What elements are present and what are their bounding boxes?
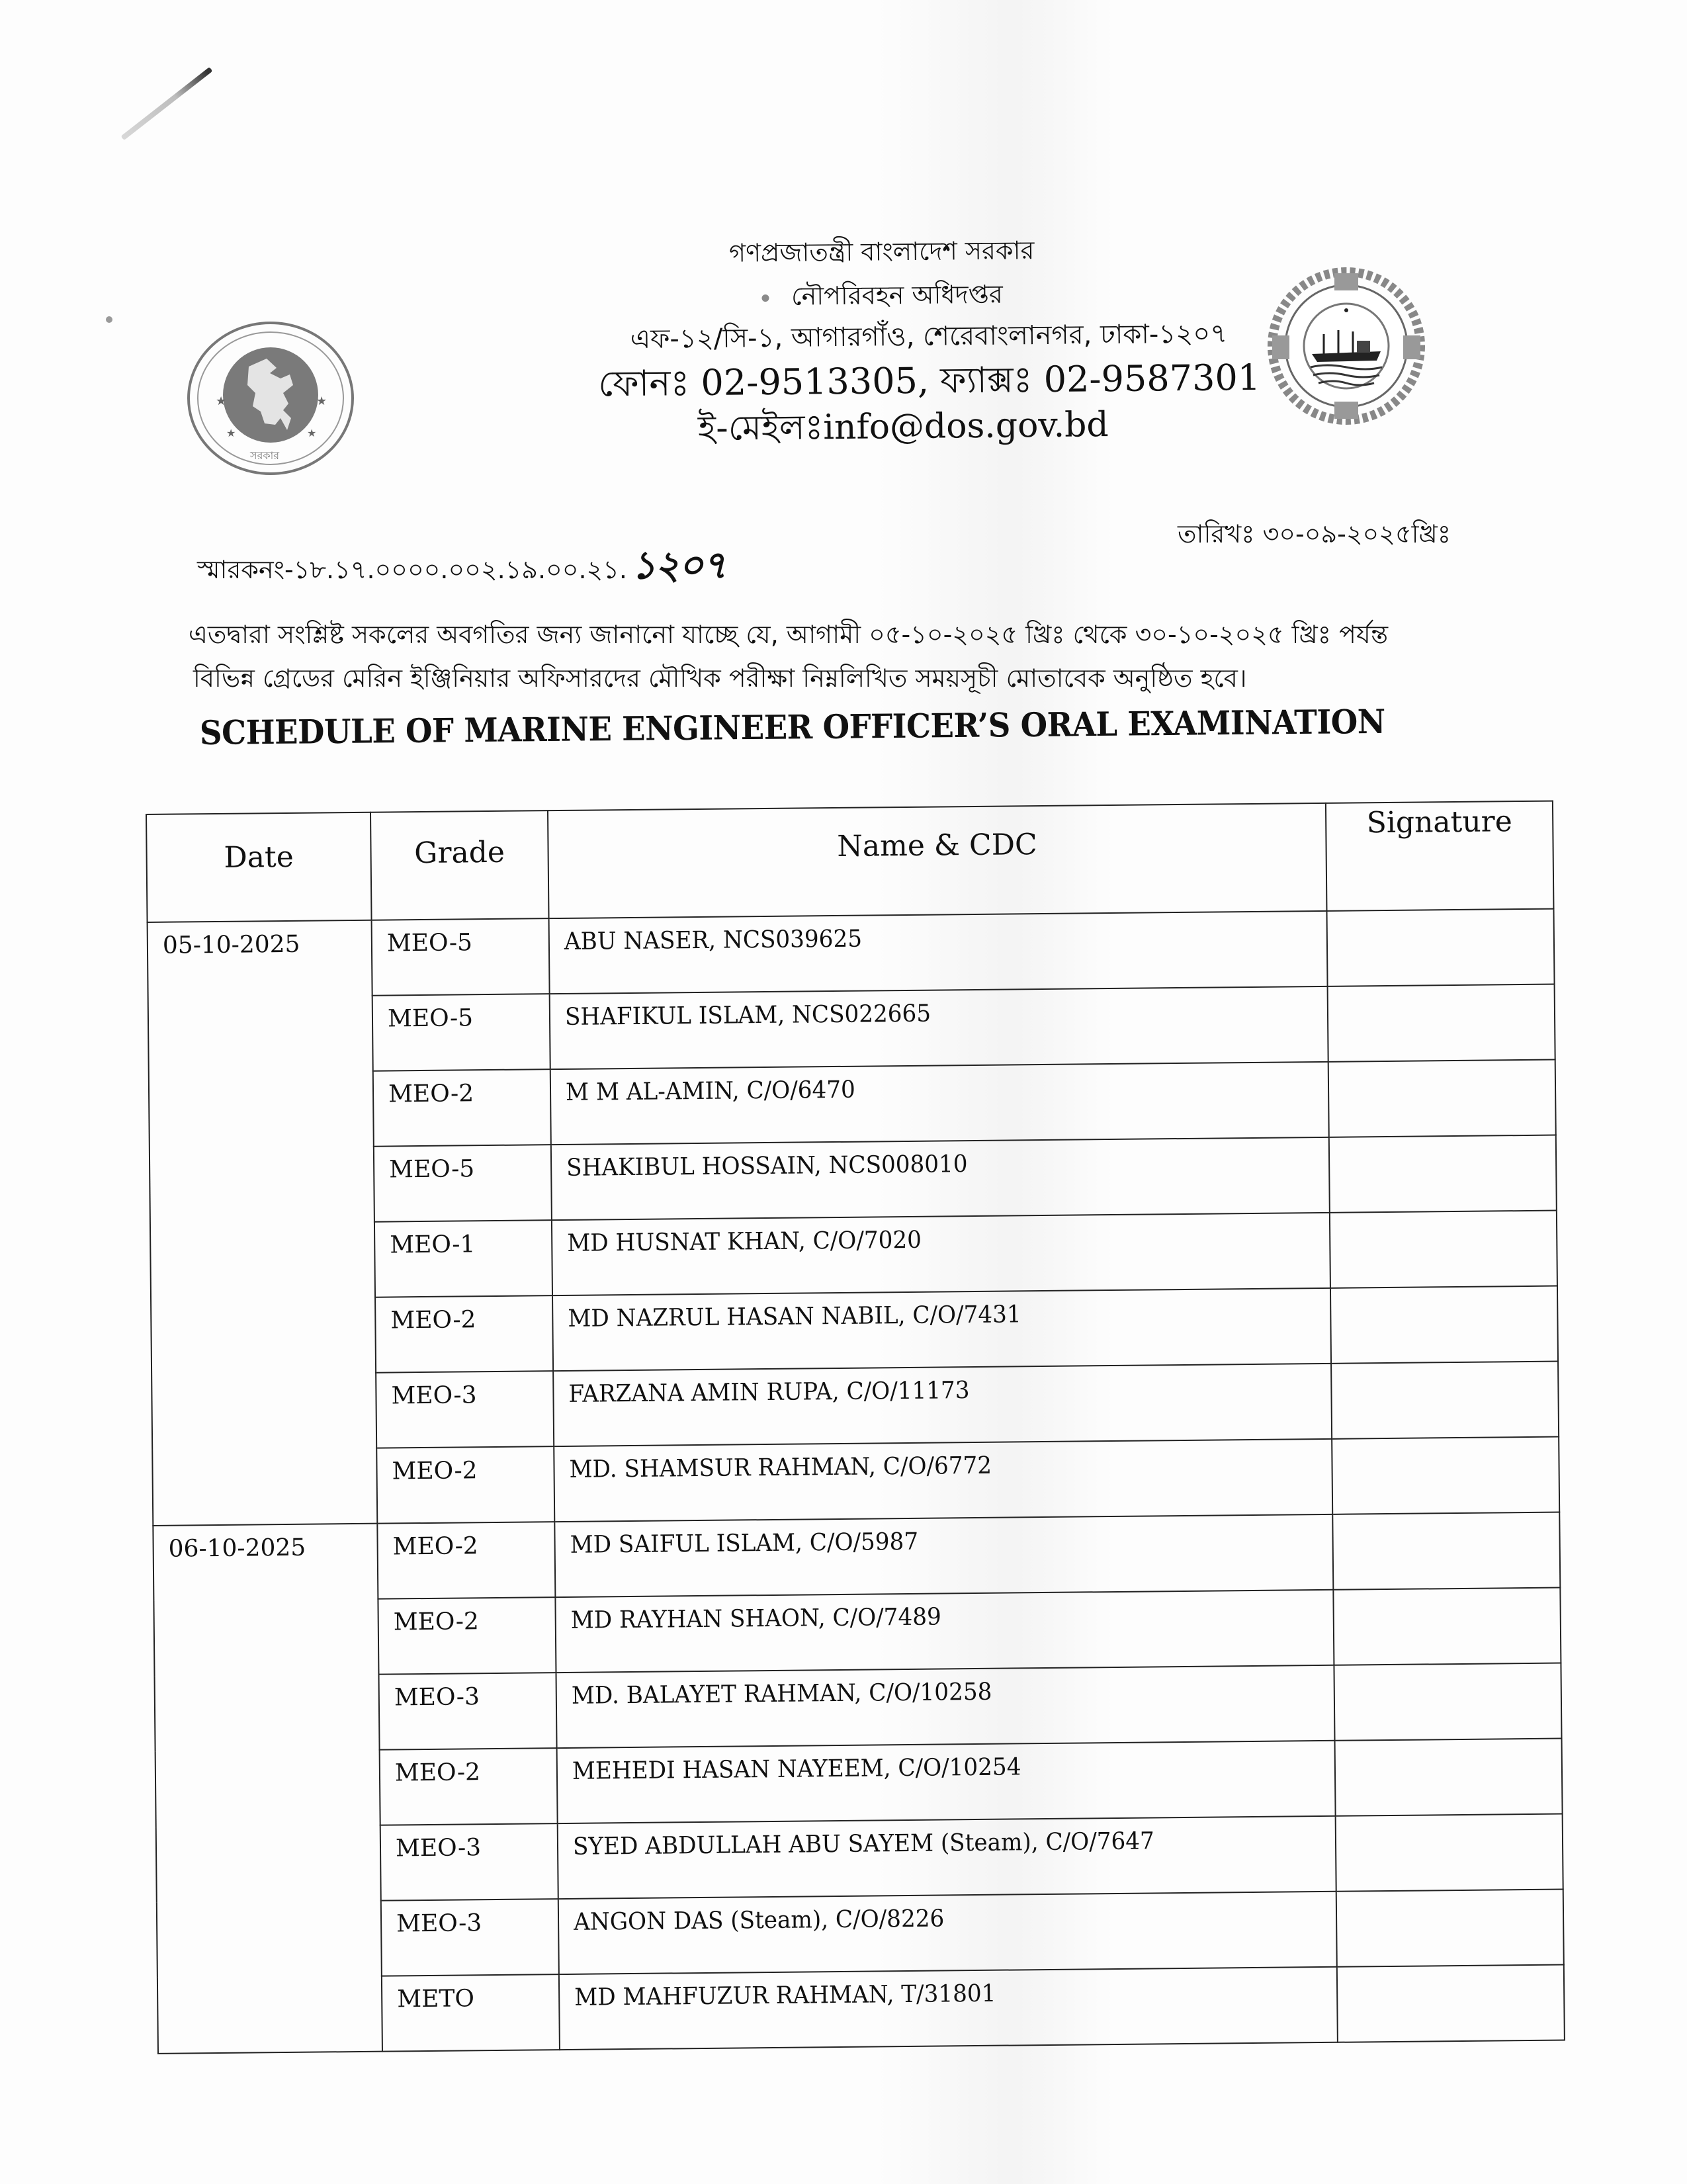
name-cdc-text: MD. SHAMSUR RAHMAN, C/O/6772 [569, 1452, 992, 1483]
svg-text:সরকার: সরকার [250, 449, 280, 462]
signature-cell[interactable] [1328, 1060, 1556, 1137]
signature-cell[interactable] [1334, 1663, 1561, 1741]
name-cdc-text: MD SAIFUL ISLAM, C/O/5987 [570, 1528, 919, 1559]
signature-cell[interactable] [1336, 1890, 1564, 1967]
grade-cell: MEO-3 [380, 1823, 558, 1901]
svg-text:★: ★ [226, 427, 236, 439]
grade-cell: MEO-2 [375, 1295, 553, 1373]
signature-cell[interactable] [1329, 1135, 1557, 1213]
phone-number: 02-9513305, [701, 359, 930, 404]
grade-cell: METO [382, 1974, 560, 2052]
signature-cell[interactable] [1336, 1814, 1563, 1892]
name-cdc-cell [552, 1288, 1331, 1371]
name-cdc-text: MD RAYHAN SHAON, C/O/7489 [570, 1603, 941, 1634]
name-cdc-text: MD. BALAYET RAHMAN, C/O/10258 [571, 1678, 992, 1710]
grade-cell: MEO-2 [377, 1522, 555, 1599]
grade-cell: MEO-3 [379, 1673, 557, 1750]
table-row [153, 1512, 1560, 1601]
signature-cell[interactable] [1331, 1362, 1559, 1439]
table-row [148, 909, 1555, 998]
header-signature: Signature [1326, 801, 1554, 911]
grade-cell: MEO-2 [380, 1748, 558, 1825]
table-header-row [146, 801, 1553, 922]
name-cdc-cell [556, 1665, 1334, 1748]
svg-text:★: ★ [316, 394, 327, 408]
grade-cell: MEO-2 [373, 1069, 551, 1147]
signature-cell[interactable] [1335, 1739, 1563, 1816]
intro-line-2: বিভিন্ন গ্রেডের মেরিন ইঞ্জিনিয়ার অফিসারদের মৌখিক পরীক্ষা নিম্নলিখিত সময়সূচী মোতাবেক অনুষ্ঠিত হবে। [193, 664, 1247, 693]
department-name-text: নৌপরিবহন অধিদপ্তর [791, 279, 1003, 311]
memo-number-text: ১৮.১৭.০০০০.০০২.১৯.০০.২১. [293, 555, 627, 584]
name-cdc-cell [555, 1590, 1334, 1673]
name-cdc-cell [551, 1137, 1330, 1220]
bullet-icon [761, 294, 769, 302]
schedule-table-wrapper [146, 801, 1565, 2054]
name-cdc-text: SHAFIKUL ISLAM, NCS022665 [564, 1000, 931, 1031]
name-cdc-cell [550, 1062, 1329, 1145]
name-cdc-text: SHAKIBUL HOSSAIN, NCS008010 [566, 1151, 968, 1182]
name-cdc-cell [557, 1741, 1336, 1823]
header-date: Date [146, 812, 372, 922]
name-cdc-text: MD NAZRUL HASAN NABIL, C/O/7431 [568, 1301, 1021, 1332]
memo-number [197, 536, 726, 600]
fax-label: ফ্যাক্সঃ [939, 359, 1033, 402]
grade-cell: MEO-2 [378, 1597, 556, 1675]
document-title: SCHEDULE OF MARINE ENGINEER OFFICER’S ORAL EXAMINATION [199, 701, 1386, 752]
name-cdc-text: M M AL-AMIN, C/O/6470 [565, 1076, 855, 1106]
intro-line-1: এতদ্বারা সংশ্লিষ্ট সকলের অবগতির জন্য জানানো যাচ্ছে যে, আগামী ০৫-১০-২০২৫ খ্রিঃ থেকে ৩০-১০-২০২৫ খ্রিঃ পর্যন্ত [189, 620, 1389, 649]
email-label: ই-মেইলঃ [697, 408, 824, 449]
grade-cell: MEO-5 [372, 994, 550, 1071]
grade-cell: MEO-3 [381, 1899, 559, 1976]
name-cdc-cell [549, 911, 1328, 994]
name-cdc-cell [552, 1213, 1330, 1295]
date-label: তারিখঃ [1178, 519, 1255, 548]
phone-label: ফোনঃ [597, 362, 690, 405]
name-cdc-text: SYED ABDULLAH ABU SAYEM (Steam), C/O/7647 [572, 1827, 1154, 1860]
name-cdc-cell [550, 986, 1328, 1069]
name-cdc-text: MD MAHFUZUR RAHMAN, T/31801 [574, 1980, 996, 2011]
signature-cell[interactable] [1326, 909, 1554, 986]
signature-cell[interactable] [1330, 1211, 1557, 1288]
handwritten-memo-number: ১২০৭ [631, 543, 726, 588]
letter-date [1178, 515, 1451, 557]
name-cdc-text: MD HUSNAT KHAN, C/O/7020 [567, 1226, 922, 1257]
department-of-shipping-seal-icon [1260, 261, 1432, 427]
pen-mark [121, 67, 213, 140]
name-cdc-cell [559, 1967, 1338, 2050]
name-cdc-text: FARZANA AMIN RUPA, C/O/11173 [568, 1377, 970, 1408]
header-name-cdc: Name & CDC [548, 803, 1327, 918]
svg-text:★: ★ [307, 427, 317, 439]
signature-cell[interactable] [1328, 984, 1555, 1062]
signature-cell[interactable] [1330, 1286, 1558, 1364]
svg-text:★: ★ [216, 394, 227, 408]
fax-number: 02-9587301 [1043, 356, 1261, 401]
header-grade: Grade [370, 810, 549, 920]
signature-cell[interactable] [1332, 1512, 1560, 1590]
date-cell: 05-10-2025 [148, 920, 378, 1526]
email-address: info@dos.gov.bd [823, 405, 1109, 448]
name-cdc-text: ANGON DAS (Steam), C/O/8226 [573, 1905, 945, 1936]
table-body [148, 909, 1565, 2054]
signature-cell[interactable] [1337, 1965, 1565, 2042]
grade-cell: MEO-5 [372, 918, 550, 996]
date-cell: 06-10-2025 [153, 1524, 382, 2054]
government-name: গণপ্রজাতন্ত্রী বাংলাদেশ সরকার [728, 236, 1035, 268]
date-value: ৩০-০৯-২০২৫খ্রিঃ [1262, 519, 1451, 548]
government-seal-icon [184, 319, 357, 478]
signature-cell[interactable] [1332, 1437, 1559, 1514]
name-cdc-cell [554, 1439, 1332, 1522]
name-cdc-cell [554, 1514, 1333, 1597]
grade-cell: MEO-2 [376, 1446, 554, 1524]
name-cdc-text: MEHEDI HASAN NAYEEM, C/O/10254 [572, 1753, 1021, 1785]
name-cdc-text: ABU NASER, NCS039625 [564, 925, 863, 955]
memo-label: স্মারকনং- [197, 555, 294, 584]
name-cdc-cell [558, 1892, 1337, 1974]
letterhead [0, 0, 1676, 449]
grade-cell: MEO-1 [374, 1220, 552, 1297]
grade-cell: MEO-3 [376, 1371, 554, 1448]
name-cdc-cell [558, 1816, 1336, 1899]
schedule-table [146, 801, 1565, 2054]
address: এফ-১২/সি-১, আগারগাঁও, শেরেবাংলানগর, ঢাকা-১২০৭ [630, 318, 1228, 355]
grade-cell: MEO-5 [374, 1145, 552, 1222]
signature-cell[interactable] [1333, 1588, 1561, 1665]
name-cdc-cell [553, 1364, 1332, 1446]
